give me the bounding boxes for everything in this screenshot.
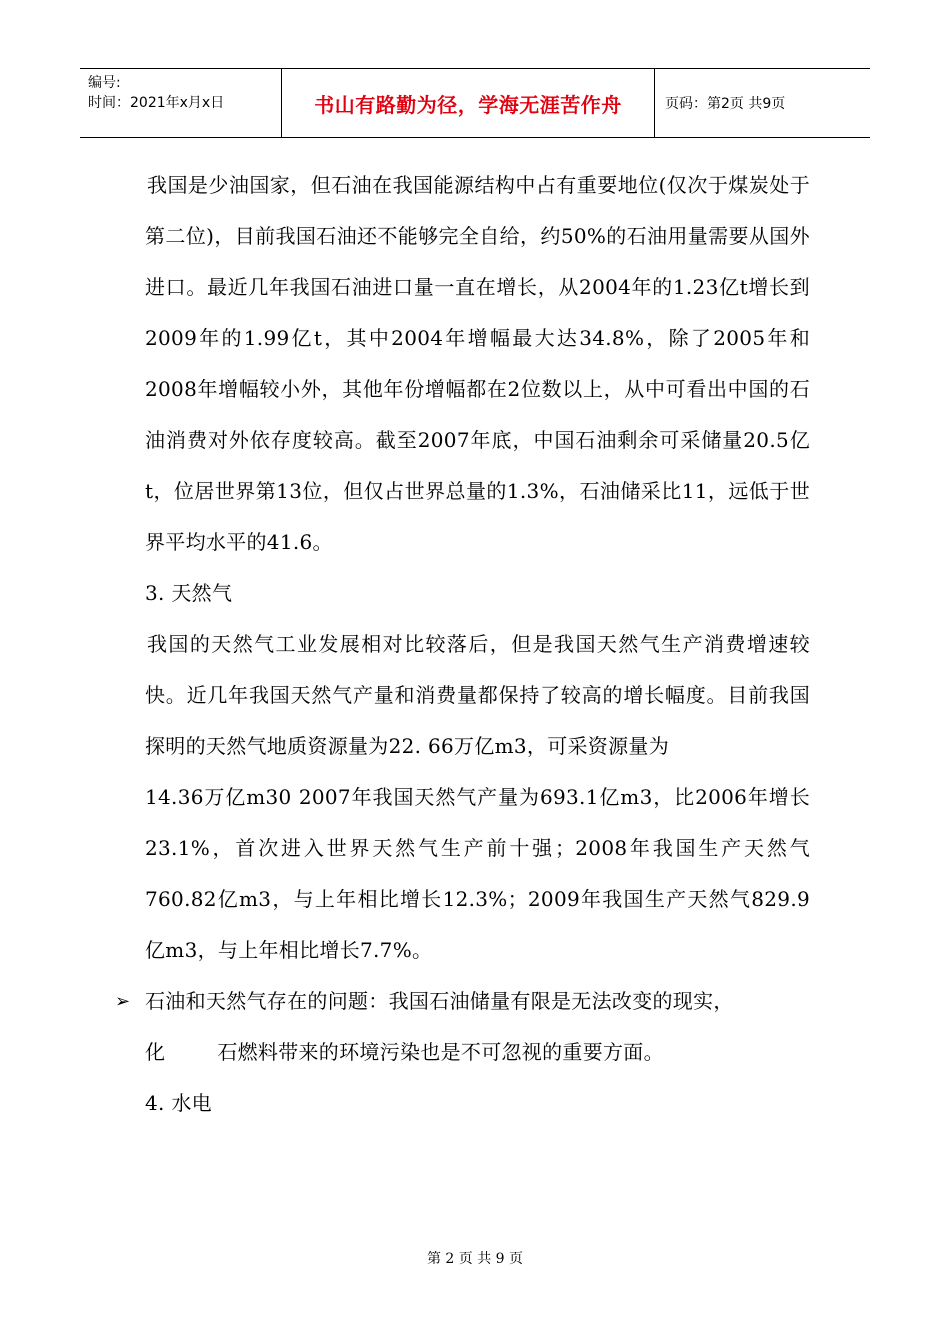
header-motto: 书山有路勤为径，学海无涯苦作舟 (282, 69, 655, 137)
section-heading-natural-gas: 3. 天然气 (145, 581, 233, 605)
bullet-text-line2-end: 石燃料带来的环境污染也是不可忽视的重要方面。 (217, 1040, 664, 1064)
arrow-bullet-icon: ➢ (115, 991, 131, 1012)
document-time-label: 时间：2021年x月x日 (88, 95, 225, 111)
bullet-text-line2-start: 化 (145, 1040, 166, 1064)
paragraph-oil: 我国是少油国家，但石油在我国能源结构中占有重要地位(仅次于煤炭处于第二位)，目前我国石油还不能够完全自给，约50%的石油用量需要从国外进口。最近几年我国石油进口量一直在增长，从2004年的1.23亿t增长到2009年的1.99亿t，其中2004年增幅最大达34.8%，除了2005年和2008年增幅较小外，其他年份增幅都在2位数以上，从中可看出中国的石油消费对外依存度较高。截至2007年底，中国石油剩余可采储量20.5亿t，位居世界第13位，但仅占世界总量的1.3%，石油储采比11，远低于世界平均水平的41.6。 (145, 173, 810, 554)
bullet-continuation (145, 1027, 810, 1078)
document-number-label: 编号: (88, 75, 121, 91)
header-meta (80, 69, 282, 137)
document-body (115, 160, 810, 1129)
bullet-text-line1: 石油和天然气存在的问题：我国石油储量有限是无法改变的现实， (145, 989, 734, 1013)
page-footer: 第 2 页 共 9 页 (426, 1251, 524, 1267)
page-header (80, 68, 870, 138)
section-heading-hydropower: 4. 水电 (145, 1091, 212, 1115)
bullet-item-problems (115, 976, 810, 1027)
paragraph-natural-gas-output: 14.36万亿m30 2007年我国天然气产量为693.1亿m3，比2006年增长23.1%，首次进入世界天然气生产前十强；2008年我国生产天然气760.82亿m3，与上年相比增长12.3%；2009年我国生产天然气829.9亿m3，与上年相比增长7.7%。 (145, 785, 810, 962)
header-page-info: 页码：第2页 共9页 (665, 96, 786, 112)
paragraph-natural-gas: 我国的天然气工业发展相对比较落后，但是我国天然气生产消费增速较快。近几年我国天然气产量和消费量都保持了较高的增长幅度。目前我国探明的天然气地质资源量为22. 66万亿m3，可采资源量为 (145, 632, 810, 758)
